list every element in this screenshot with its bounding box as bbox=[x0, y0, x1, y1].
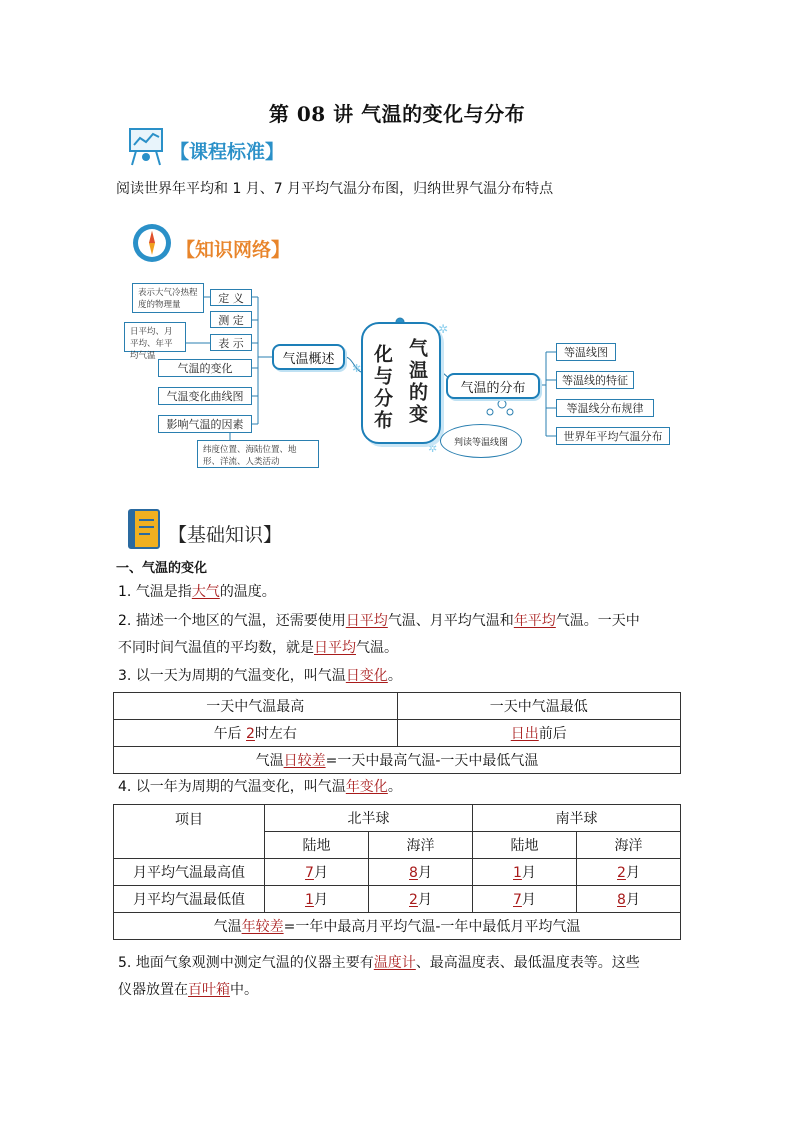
p2-text-a: 描述一个地区的气温，还需要使用 bbox=[135, 613, 346, 629]
center-node bbox=[361, 322, 441, 444]
table2-row2-cell bbox=[265, 886, 369, 913]
p4-num: 4. bbox=[118, 779, 132, 795]
table1-cell-max-prefix: 午后 bbox=[213, 726, 247, 742]
node-temperature-overview: 气温概述 bbox=[272, 344, 345, 370]
table1-answer-max: 2 bbox=[246, 726, 255, 742]
node-influencing-factors: 影响气温的因素 bbox=[158, 415, 252, 433]
table2-row2-answer: 8 bbox=[617, 892, 626, 908]
month-unit: 月 bbox=[417, 865, 432, 881]
table2-south-land: 陆地 bbox=[472, 832, 576, 859]
month-unit: 月 bbox=[521, 865, 536, 881]
table2-formula-answer: 年较差 bbox=[241, 919, 284, 935]
table1-header-min: 一天中气温最低 bbox=[397, 693, 681, 720]
p2-text-c: 气温。一天中 bbox=[555, 613, 640, 629]
p5-num: 5. bbox=[118, 955, 132, 971]
section-basics-title: 【基础知识】 bbox=[168, 524, 283, 546]
p2-num: 2. bbox=[118, 613, 132, 629]
paragraph-1 bbox=[118, 581, 276, 603]
table2-row2-answer: 7 bbox=[513, 892, 522, 908]
paragraph-2 bbox=[118, 608, 684, 662]
table2-row1-cell bbox=[265, 859, 369, 886]
table2-formula-suffix: =一年中最高月平均气温-一年中最低月平均气温 bbox=[283, 919, 581, 935]
table2-row2-answer: 1 bbox=[305, 892, 314, 908]
table2-row2-answer: 2 bbox=[409, 892, 418, 908]
p5-answer-2: 百叶箱 bbox=[188, 982, 230, 998]
node-world-average: 世界年平均气温分布 bbox=[556, 427, 670, 445]
p5-text-b: 、最高温度表、最低温度表等。这些 bbox=[415, 955, 640, 971]
p5-answer-1: 温度计 bbox=[373, 955, 416, 971]
table2-row1-answer: 2 bbox=[617, 865, 626, 881]
part1-heading: 一、气温的变化 bbox=[116, 561, 208, 576]
table2-south-header: 南半球 bbox=[472, 805, 680, 832]
table1-header-max: 一天中气温最高 bbox=[114, 693, 398, 720]
table1-cell-min-suffix: 前后 bbox=[538, 726, 567, 742]
p2-line2-a: 不同时间气温值的平均数，就是 bbox=[118, 640, 314, 656]
p2-text-b: 气温、月平均气温和 bbox=[387, 613, 514, 629]
node-definition: 定 义 bbox=[210, 289, 252, 306]
table1-formula-suffix: =一天中最高气温-一天中最低气温 bbox=[325, 753, 539, 769]
svg-text:✲: ✲ bbox=[428, 442, 438, 455]
mindmap bbox=[0, 0, 794, 480]
p2-line2-b: 气温。 bbox=[356, 640, 398, 656]
node-temperature-distribution: 气温的分布 bbox=[446, 373, 540, 399]
center-text-left: 化与分布 bbox=[371, 344, 393, 432]
table1-cell-min-time bbox=[397, 720, 681, 747]
table2-row1-answer: 8 bbox=[409, 865, 418, 881]
table2-row1-cell bbox=[368, 859, 472, 886]
node-isotherm-features: 等温线的特征 bbox=[556, 371, 634, 389]
month-unit: 月 bbox=[625, 865, 640, 881]
table1-formula bbox=[114, 747, 681, 774]
table1-cell-max-time bbox=[114, 720, 398, 747]
p3-num: 3. bbox=[118, 668, 132, 684]
representation-note: 日平均、月平均、年平均气温 bbox=[124, 322, 186, 352]
table1-answer-min: 日出 bbox=[510, 726, 539, 742]
table2-south-ocean: 海洋 bbox=[576, 832, 680, 859]
table2-formula bbox=[114, 913, 681, 940]
node-measurement: 测 定 bbox=[210, 311, 252, 328]
p1-text-a: 气温是指 bbox=[135, 584, 192, 600]
notebook-icon bbox=[126, 508, 162, 550]
paragraph-3 bbox=[118, 665, 402, 687]
svg-text:✲: ✲ bbox=[352, 362, 362, 375]
paragraph-5 bbox=[118, 950, 684, 1004]
table1-formula-prefix: 气温 bbox=[255, 753, 284, 769]
month-unit: 月 bbox=[625, 892, 640, 908]
table2-item-header: 项目 bbox=[114, 805, 265, 859]
table2-north-header: 北半球 bbox=[265, 805, 473, 832]
svg-text:✲: ✲ bbox=[438, 322, 449, 336]
table2-north-land: 陆地 bbox=[265, 832, 369, 859]
section-network-title: 【知识网络】 bbox=[176, 239, 291, 261]
table2-row1-cell bbox=[576, 859, 680, 886]
p4-text-a: 以一年为周期的气温变化，叫气温 bbox=[135, 779, 346, 795]
node-change-curve: 气温变化曲线图 bbox=[158, 387, 252, 405]
month-unit: 月 bbox=[417, 892, 432, 908]
p3-text-a: 以一天为周期的气温变化，叫气温 bbox=[135, 668, 346, 684]
table2-row2-label: 月平均气温最低值 bbox=[114, 886, 265, 913]
p1-text-b: 的温度。 bbox=[219, 584, 276, 600]
standard-text: 阅读世界年平均和 1 月、7 月平均气温分布图，归纳世界气温分布特点 bbox=[116, 181, 554, 197]
bubble-read-isotherm: 判读等温线图 bbox=[440, 424, 522, 458]
page-title: 第 08 讲 气温的变化与分布 bbox=[268, 102, 526, 126]
p5-line2-b: 中。 bbox=[230, 982, 258, 998]
table2-row1-answer: 7 bbox=[305, 865, 314, 881]
node-temperature-change: 气温的变化 bbox=[158, 359, 252, 377]
table2-row2-cell bbox=[472, 886, 576, 913]
p3-text-b: 。 bbox=[387, 668, 402, 684]
p1-answer: 大气 bbox=[191, 584, 220, 600]
factors-note: 纬度位置、海陆位置、地形、洋流、人类活动 bbox=[197, 440, 319, 468]
p2-answer-2: 年平均 bbox=[513, 613, 556, 629]
definition-note: 表示大气冷热程度的物理量 bbox=[132, 283, 204, 313]
node-representation: 表 示 bbox=[210, 334, 252, 351]
node-isotherm-map: 等温线图 bbox=[556, 343, 616, 361]
month-unit: 月 bbox=[313, 865, 328, 881]
annual-range-table bbox=[113, 804, 681, 940]
table2-row1-answer: 1 bbox=[513, 865, 522, 881]
paragraph-4 bbox=[118, 776, 402, 798]
section-standard-title: 【课程标准】 bbox=[170, 141, 285, 163]
p5-text-a: 地面气象观测中测定气温的仪器主要有 bbox=[135, 955, 374, 971]
table2-row1-label: 月平均气温最高值 bbox=[114, 859, 265, 886]
table2-row2-cell bbox=[576, 886, 680, 913]
month-unit: 月 bbox=[521, 892, 536, 908]
table2-row1-cell bbox=[472, 859, 576, 886]
table2-north-ocean: 海洋 bbox=[368, 832, 472, 859]
p3-answer: 日变化 bbox=[345, 668, 388, 684]
p5-line2-a: 仪器放置在 bbox=[118, 982, 188, 998]
p4-text-b: 。 bbox=[387, 779, 402, 795]
daily-range-table bbox=[113, 692, 681, 774]
table1-formula-answer: 日较差 bbox=[283, 753, 326, 769]
node-isotherm-rules: 等温线分布规律 bbox=[556, 399, 654, 417]
p2-answer-3: 日平均 bbox=[314, 640, 356, 656]
center-text-right: 气温的变 bbox=[406, 338, 428, 426]
p4-answer: 年变化 bbox=[345, 779, 388, 795]
month-unit: 月 bbox=[313, 892, 328, 908]
table2-row2-cell bbox=[368, 886, 472, 913]
p1-num: 1. bbox=[118, 584, 132, 600]
table2-formula-prefix: 气温 bbox=[213, 919, 242, 935]
table1-cell-max-suffix: 时左右 bbox=[254, 726, 297, 742]
p2-answer-1: 日平均 bbox=[345, 613, 388, 629]
